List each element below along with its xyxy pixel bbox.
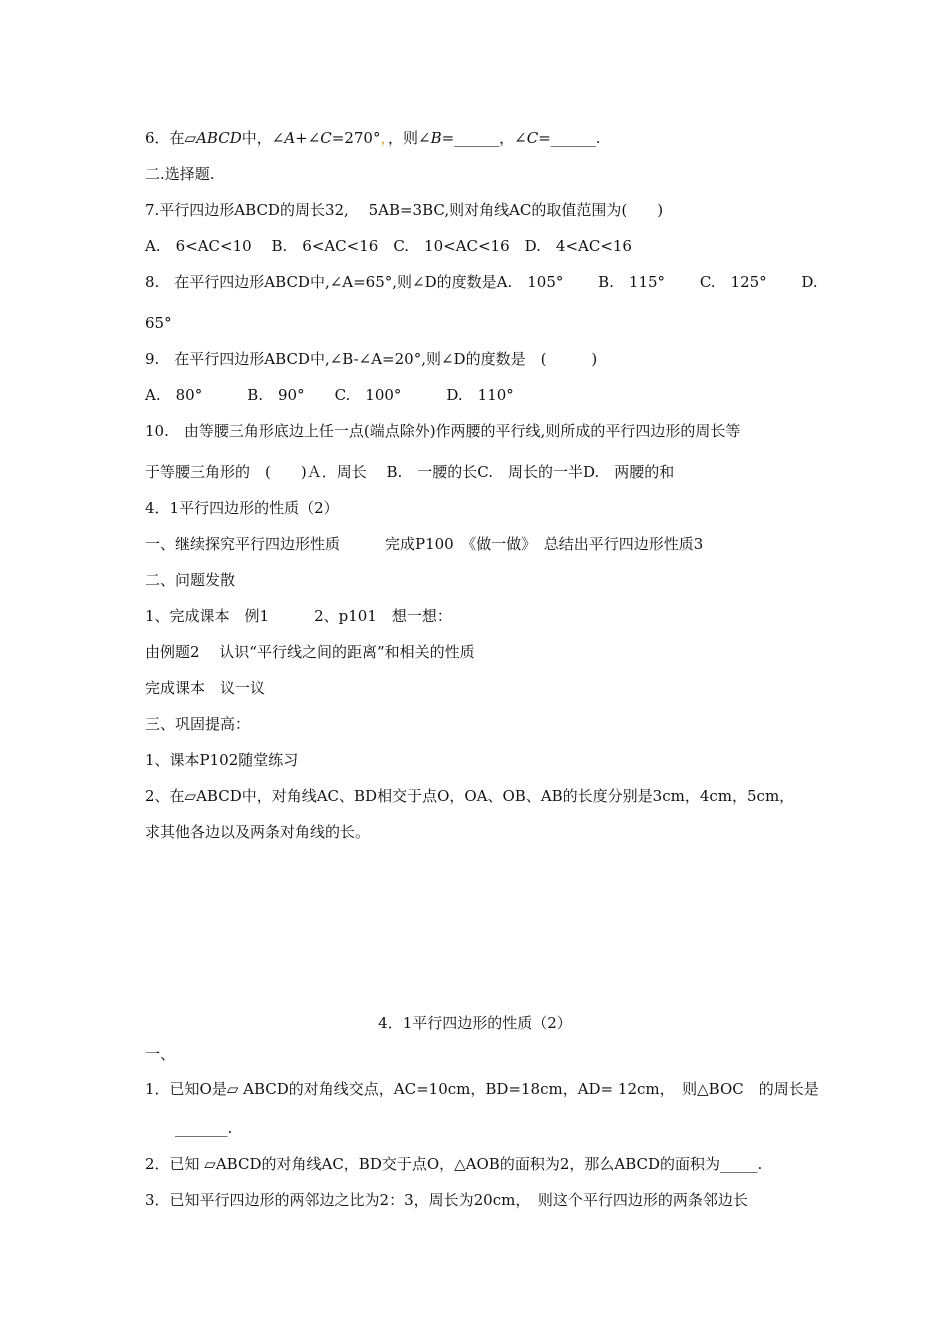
problem-3: 3．已知平行四边形的两邻边之比为2：3，周长为20cm， 则这个平行四边形的两条邻边长 xyxy=(145,1191,748,1209)
part-3: 三、巩固提高： xyxy=(145,715,251,733)
question-9: 9. 在平行四边形ABCD中,∠B-∠A=20°,则∠D的度数是 ( ) xyxy=(145,350,598,368)
q6-blank1: =______，∠ xyxy=(441,129,527,147)
question-7: 7.平行四边形ABCD的周长32, 5AB=3BC,则对角线AC的取值范围为( ) xyxy=(145,201,664,219)
q6-c2: C xyxy=(526,129,539,147)
part-2: 二、问题发散 xyxy=(145,571,236,589)
q6-eq: =270° xyxy=(331,129,381,147)
q6-mid2: ，则∠ xyxy=(388,129,431,147)
q6-c: C xyxy=(320,129,332,147)
q6-blank2: =______. xyxy=(538,129,601,147)
section-heading-1: 4．1平行四边形的性质（2） xyxy=(145,499,339,517)
item-3: 完成课本 议一议 xyxy=(145,679,266,697)
question-8-line2: 65° xyxy=(145,314,172,332)
q6-plus: +∠ xyxy=(295,129,321,147)
problem-1-line2: _______. xyxy=(145,1119,233,1137)
question-10-line2: 于等腰三角形的 ( )Ａ．周长 B. 一腰的长C. 周长的一半D. 两腰的和 xyxy=(145,463,675,481)
parallelogram-symbol-icon: ▱ xyxy=(184,129,197,147)
item-5-line2: 求其他各边以及两条对角线的长。 xyxy=(145,823,371,841)
question-10-line1: 10. 由等腰三角形底边上任一点(端点除外)作两腰的平行线,则所成的平行四边形的周长等 xyxy=(145,422,741,440)
q6-dot: ， xyxy=(380,129,388,147)
question-6 xyxy=(145,128,601,148)
question-8-line1: 8. 在平行四边形ABCD中,∠A=65°,则∠D的度数是A. 105° B. 115° C. 125° D. xyxy=(145,273,818,291)
problem-1-line1: 1．已知O是▱ ABCD的对角线交点，AC=10cm，BD=18cm，AD= 12cm， 则△BOC 的周长是 xyxy=(145,1080,819,1098)
part-one: 一、 xyxy=(145,1045,176,1063)
item-2: 由例题2 认识“平行线之间的距离”和相关的性质 xyxy=(145,643,475,661)
q6-a: A xyxy=(284,129,296,147)
q6-b: B xyxy=(430,129,442,147)
section-choice-heading: 二.选择题. xyxy=(145,165,215,183)
section-heading-2: 4．1平行四边形的性质（2） xyxy=(378,1014,572,1032)
q6-prefix: 6．在 xyxy=(145,129,185,147)
q6-abcd: ABCD xyxy=(196,129,242,147)
part-1: 一、继续探究平行四边形性质 完成P100 《做一做》 总结出平行四边形性质3 xyxy=(145,535,704,553)
item-1: 1、完成课本 例1 2、p101 想一想： xyxy=(145,607,452,625)
item-4: 1、课本P102随堂练习 xyxy=(145,751,299,769)
q6-mid1: 中，∠ xyxy=(241,129,285,147)
item-5-line1: 2、在▱ABCD中，对角线AC、BD相交于点O，OA、OB、AB的长度分别是3cm，4cm，5cm， xyxy=(145,787,795,805)
question-7-options: A. 6<AC<10 B. 6<AC<16 C. 10<AC<16 D. 4<AC<16 xyxy=(145,237,632,255)
question-9-options: A. 80° B. 90° C. 100° D. 110° xyxy=(145,386,514,404)
problem-2: 2．已知 ▱ABCD的对角线AC，BD交于点O，△AOB的面积为2，那么ABCD的面积为_____. xyxy=(145,1155,763,1173)
